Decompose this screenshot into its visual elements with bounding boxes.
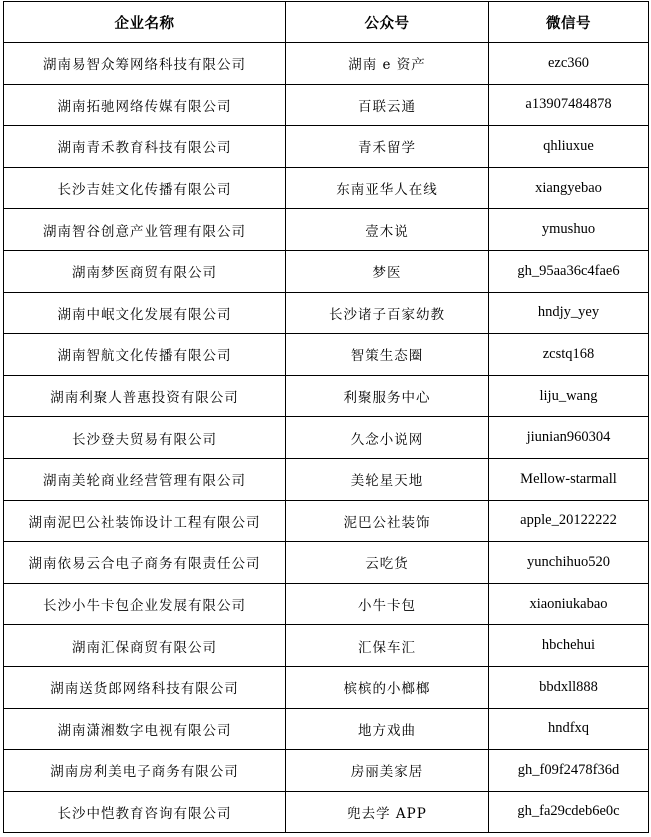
company-name-cell: 湖南潇湘数字电视有限公司: [4, 708, 286, 750]
header-wechat-id: 微信号: [489, 2, 649, 43]
table-row: [4, 43, 649, 85]
table-row: [4, 126, 649, 168]
wechat-id-cell: ymushuo: [489, 209, 649, 251]
wechat-id-cell: jiunian960304: [489, 417, 649, 459]
official-account-cell: 青禾留学: [286, 126, 489, 168]
company-name-cell: 湖南送货郎网络科技有限公司: [4, 666, 286, 708]
official-account-cell: 湖南 e 资产: [286, 43, 489, 85]
table-row: [4, 458, 649, 500]
table-row: [4, 375, 649, 417]
wechat-id-cell: a13907484878: [489, 84, 649, 126]
table-row: [4, 167, 649, 209]
wechat-id-cell: hndjy_yey: [489, 292, 649, 334]
wechat-id-cell: liju_wang: [489, 375, 649, 417]
table-row: [4, 292, 649, 334]
official-account-cell: 东南亚华人在线: [286, 167, 489, 209]
company-table: [3, 1, 649, 833]
official-account-cell: 云吃货: [286, 542, 489, 584]
company-name-cell: 湖南汇保商贸有限公司: [4, 625, 286, 667]
company-name-cell: 湖南智谷创意产业管理有限公司: [4, 209, 286, 251]
official-account-cell: 壹木说: [286, 209, 489, 251]
wechat-id-cell: xiangyebao: [489, 167, 649, 209]
table-row: [4, 84, 649, 126]
table-row: [4, 334, 649, 376]
wechat-id-cell: ezc360: [489, 43, 649, 85]
header-company-name: 企业名称: [4, 2, 286, 43]
official-account-cell: 久念小说网: [286, 417, 489, 459]
company-name-cell: 湖南中岷文化发展有限公司: [4, 292, 286, 334]
wechat-id-cell: hbchehui: [489, 625, 649, 667]
official-account-cell: 地方戏曲: [286, 708, 489, 750]
wechat-id-cell: apple_20122222: [489, 500, 649, 542]
company-name-cell: 湖南青禾教育科技有限公司: [4, 126, 286, 168]
official-account-cell: 兜去学 APP: [286, 791, 489, 833]
official-account-cell: 智策生态圈: [286, 334, 489, 376]
wechat-id-cell: yunchihuo520: [489, 542, 649, 584]
official-account-cell: 槟槟的小榔榔: [286, 666, 489, 708]
table-row: [4, 417, 649, 459]
table-row: [4, 750, 649, 792]
table-row: [4, 209, 649, 251]
official-account-cell: 汇保车汇: [286, 625, 489, 667]
header-official-account: 公众号: [286, 2, 489, 43]
table-row: [4, 500, 649, 542]
company-name-cell: 长沙小牛卡包企业发展有限公司: [4, 583, 286, 625]
company-name-cell: 长沙中恺教育咨询有限公司: [4, 791, 286, 833]
official-account-cell: 房丽美家居: [286, 750, 489, 792]
company-name-cell: 湖南易智众筹网络科技有限公司: [4, 43, 286, 85]
company-name-cell: 长沙登夫贸易有限公司: [4, 417, 286, 459]
company-name-cell: 湖南泥巴公社装饰设计工程有限公司: [4, 500, 286, 542]
official-account-cell: 小牛卡包: [286, 583, 489, 625]
wechat-id-cell: gh_95aa36c4fae6: [489, 250, 649, 292]
official-account-cell: 百联云通: [286, 84, 489, 126]
company-name-cell: 湖南美轮商业经营管理有限公司: [4, 458, 286, 500]
header-row: [4, 2, 649, 43]
official-account-cell: 长沙诸子百家幼教: [286, 292, 489, 334]
wechat-id-cell: gh_f09f2478f36d: [489, 750, 649, 792]
company-name-cell: 湖南利聚人普惠投资有限公司: [4, 375, 286, 417]
table-row: [4, 250, 649, 292]
official-account-cell: 利聚服务中心: [286, 375, 489, 417]
wechat-id-cell: qhliuxue: [489, 126, 649, 168]
wechat-id-cell: bbdxll888: [489, 666, 649, 708]
table-row: [4, 542, 649, 584]
table-row: [4, 625, 649, 667]
official-account-cell: 梦医: [286, 250, 489, 292]
wechat-id-cell: xiaoniukabao: [489, 583, 649, 625]
table-row: [4, 791, 649, 833]
table-row: [4, 708, 649, 750]
company-name-cell: 湖南梦医商贸有限公司: [4, 250, 286, 292]
company-name-cell: 湖南房利美电子商务有限公司: [4, 750, 286, 792]
company-name-cell: 长沙吉娃文化传播有限公司: [4, 167, 286, 209]
wechat-id-cell: gh_fa29cdeb6e0c: [489, 791, 649, 833]
company-name-cell: 湖南智航文化传播有限公司: [4, 334, 286, 376]
company-name-cell: 湖南依易云合电子商务有限责任公司: [4, 542, 286, 584]
table-row: [4, 583, 649, 625]
wechat-id-cell: hndfxq: [489, 708, 649, 750]
official-account-cell: 美轮星天地: [286, 458, 489, 500]
wechat-id-cell: Mellow-starmall: [489, 458, 649, 500]
official-account-cell: 泥巴公社装饰: [286, 500, 489, 542]
wechat-id-cell: zcstq168: [489, 334, 649, 376]
company-name-cell: 湖南拓驰网络传媒有限公司: [4, 84, 286, 126]
table-row: [4, 666, 649, 708]
